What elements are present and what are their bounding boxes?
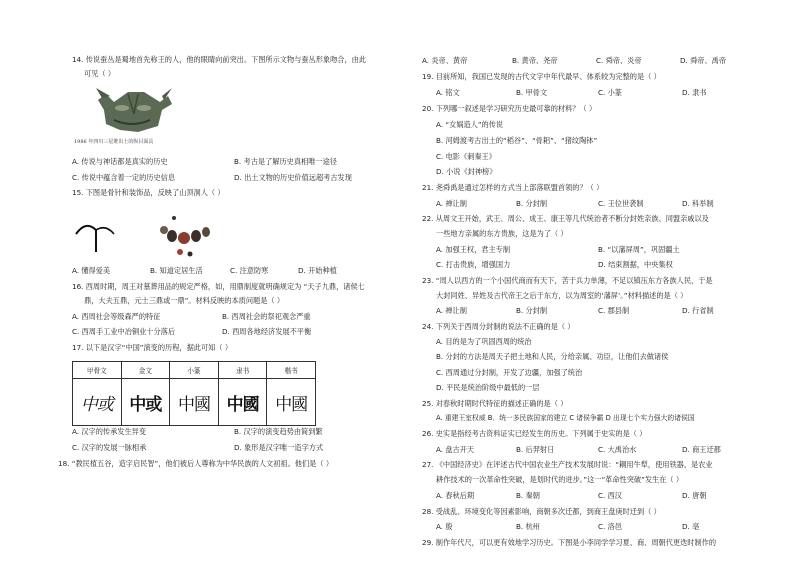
q15-option-b[interactable]: B. 知道定居生活 — [150, 266, 203, 275]
q21-option-b[interactable]: B. 分封制 — [516, 199, 548, 208]
q21-stem: 21. 尧舜禹是通过怎样的方式当上部落联盟首领的？（ ） — [422, 183, 604, 192]
q17-stem: 17. 以下是汉字“中国”演变的历程，据此可知（ ） — [72, 343, 233, 352]
q15-option-d[interactable]: D. 开始种植 — [298, 266, 337, 275]
q18-option-c[interactable]: C. 舜帝、炎帝 — [596, 56, 642, 65]
glyph-bronze: 中或 — [129, 394, 162, 415]
q17-option-a[interactable]: A. 汉字的传承发生异变 — [72, 427, 147, 436]
q16-stem-line2: 鼎，大夫五鼎，元士三鼎或一鼎”。材料反映的本质问题是（ ） — [84, 296, 285, 305]
q18-option-a[interactable]: A. 炎帝、黄帝 — [422, 56, 468, 65]
q25-stem: 25. 对春秋时期时代特征的描述正确的是（ ） — [422, 399, 568, 408]
header-bronze: 金文 — [121, 362, 170, 379]
q18-option-b[interactable]: B. 黄帝、尧帝 — [512, 56, 558, 65]
q28-option-b[interactable]: B. 杭州 — [516, 522, 540, 531]
glyph-clerical: 中國 — [226, 394, 259, 415]
header-oracle: 甲骨文 — [73, 362, 122, 379]
q22-option-c[interactable]: C. 打击贵族，增强国力 — [436, 260, 511, 269]
q19-option-d[interactable]: D. 隶书 — [682, 88, 707, 97]
q24-option-c[interactable]: C. 西周通过分封制，开发了边疆，加强了统治 — [436, 368, 583, 377]
q17-option-c[interactable]: C. 汉字的发展一脉相承 — [72, 443, 147, 452]
glyph-seal: 中國 — [177, 394, 210, 415]
q15-option-c[interactable]: C. 注意防寒 — [230, 266, 269, 275]
q26-option-b[interactable]: B. 后羿射日 — [516, 445, 555, 454]
q14-option-b[interactable]: B. 考古是了解历史真相唯一途径 — [234, 157, 337, 166]
header-seal: 小篆 — [170, 362, 219, 379]
script-evolution-table — [72, 361, 316, 426]
q14-stem-line2: 可见（ ） — [84, 69, 116, 78]
glyph-oracle: 中或 — [80, 394, 113, 415]
q18-option-d[interactable]: D. 舜帝、禹帝 — [680, 56, 727, 65]
q14-option-c[interactable]: C. 传说中蕴含着一定的历史信息 — [72, 173, 176, 182]
q23-stem-line2: 大封同姓、异姓及古代帝王之后于东方，以为周室的‘藩屏’。”材料描述的是（ ） — [436, 291, 688, 300]
q16-stem-line1: 16. 西周时期，周王对墓葬用品的规定严格，如，用鼎制度就明确规定为 “天子九鼎，诸侯七 — [72, 282, 365, 291]
q25-options[interactable]: A. 重建王室权威 B．统一多民族国家的建立 C 诸侯争霸 D 出现七个实力强大的诸侯国 — [436, 414, 695, 422]
q21-option-c[interactable]: C. 王位世袭制 — [598, 199, 644, 208]
q17-option-d[interactable]: D. 象形是汉字唯一造字方式 — [234, 443, 324, 452]
q19-option-c[interactable]: C. 小篆 — [598, 88, 622, 97]
q26-option-d[interactable]: D. 商王迁都 — [682, 445, 721, 454]
q24-option-b[interactable]: B. 分封的方法是周天子把土地和人民，分给亲属、功臣，让他们去做诸侯 — [436, 352, 669, 361]
q28-option-a[interactable]: A. 殷 — [436, 522, 453, 531]
q27-stem-line2: 耕作技术的一次革命性突破，是划时代的进步。”这一“革命性突破”发生在（ ） — [436, 475, 684, 484]
q28-stem: 28. 受战乱、环境变化等因素影响，商朝多次迁都，到商王盘庚时迁到（ ） — [422, 507, 661, 516]
q22-stem-line1: 22. 从周文王开始，武王、周公、成王、康王等几代统治者不断分封姓亲族、同盟亲戚以及 — [422, 214, 709, 223]
q23-option-b[interactable]: B. 分封制 — [516, 306, 548, 315]
q20-option-b[interactable]: B. 河姆渡考古出土的“稻谷”、“骨耜”、“猪纹陶钵” — [436, 136, 598, 145]
q27-stem-line1: 27. 《中国经济史》在评述古代中国农业生产技术发展时说：“耦用牛犁，使用铁器，是农业 — [422, 460, 713, 469]
q29-stem: 29. 制作年代尺，可以更有效地学习历史。下图是小李同学学习夏、商、周朝代更迭时制作的 — [422, 538, 717, 547]
q19-option-a[interactable]: A. 铭文 — [436, 88, 460, 97]
q22-option-b[interactable]: B. “以藩屏周”，巩固疆土 — [598, 245, 680, 254]
q16-option-c[interactable]: C. 西周手工业中冶铜业十分落后 — [72, 327, 176, 336]
q26-option-a[interactable]: A. 盘古开天 — [436, 445, 475, 454]
q23-option-c[interactable]: C. 郡县制 — [598, 306, 630, 315]
q20-option-a[interactable]: A. “女娲造人”的传说 — [436, 120, 504, 129]
q26-option-c[interactable]: C. 大禹治水 — [598, 445, 637, 454]
q23-option-d[interactable]: D. 行省制 — [682, 306, 714, 315]
q20-option-d[interactable]: D. 小说《封神榜》 — [436, 167, 497, 176]
q16-option-a[interactable]: A. 西周社会等级森严的特征 — [72, 312, 161, 321]
bronze-mask-image — [92, 84, 174, 136]
q14-option-a[interactable]: A. 传说与神话都是真实的历史 — [72, 157, 168, 166]
q19-option-b[interactable]: B. 甲骨文 — [516, 88, 548, 97]
q14-image-caption: 1986 年四川三星堆出土的纵目面具 — [74, 139, 154, 145]
q27-option-c[interactable]: C. 西汉 — [598, 491, 622, 500]
q23-option-a[interactable]: A. 禅让制 — [436, 306, 467, 315]
q24-option-a[interactable]: A. 目的是为了巩固西周的统治 — [436, 337, 532, 346]
q16-option-d[interactable]: D. 西周各地经济发展不平衡 — [222, 327, 312, 336]
bone-needle-image — [74, 212, 118, 258]
header-clerical: 隶书 — [218, 362, 267, 379]
q24-option-d[interactable]: D. 平民是统治阶级中最低的一层 — [436, 383, 540, 392]
q22-option-a[interactable]: A. 加强王权，君主专制 — [436, 245, 511, 254]
ornaments-image — [150, 208, 220, 260]
q18-stem: 18. “教民植五谷，造字启民智”，他们被后人尊称为中华民族的人文初祖。他们是（ ） — [58, 459, 334, 468]
q20-option-c[interactable]: C. 电影《刺秦王》 — [436, 152, 496, 161]
q22-stem-line2: 一些地方亲属的东方贵族，这是为了（ ） — [436, 229, 568, 238]
q14-option-d[interactable]: D. 出土文物的历史价值远超考古发现 — [234, 173, 352, 182]
q26-stem: 26. 史实是指经考古资料证实已经发生的历史。下列属于史实的是（ ） — [422, 429, 647, 438]
header-regular: 楷书 — [267, 362, 316, 379]
q27-option-d[interactable]: D. 唐朝 — [682, 491, 707, 500]
q17-option-b[interactable]: B. 汉字的演变趋势由简到繁 — [234, 427, 323, 436]
q15-stem: 15. 下图是骨针和装饰品，反映了山顶洞人（ ） — [72, 188, 225, 197]
q21-option-d[interactable]: D. 科举制 — [682, 199, 714, 208]
q27-option-b[interactable]: B. 秦朝 — [516, 491, 540, 500]
q19-stem: 19. 目前所知，我国已发现的古代文字中年代最早、体系较为完整的是（ ） — [422, 72, 661, 81]
q22-option-d[interactable]: D. 结束割据，中央集权 — [598, 260, 673, 269]
q15-option-a[interactable]: A. 懂得爱美 — [72, 266, 111, 275]
q16-option-b[interactable]: B. 西周社会的祭祀观念严重 — [222, 312, 311, 321]
q14-stem-line1: 14. 传说蚕丛是蜀地首先称王的人，他的眼睛向前突出。下图所示文物与蚕丛形象吻合，由此 — [72, 55, 367, 64]
q27-option-a[interactable]: A. 春秋后期 — [436, 491, 475, 500]
q24-stem: 24. 下列关于西周分封制的说法不正确的是（ ） — [422, 322, 575, 331]
glyph-regular: 中國 — [275, 394, 308, 415]
q23-stem-line1: 23. “周人以西方的一个小国代商而有天下，苦于兵力单薄，不足以镇压东方各族人民，于是 — [422, 276, 713, 285]
q21-option-a[interactable]: A. 禅让制 — [436, 199, 467, 208]
q28-option-c[interactable]: C. 洛邑 — [598, 522, 622, 531]
q20-stem: 20. 下列哪一叙述是学习研究历史最可靠的材料？（ ） — [422, 104, 597, 113]
q28-option-d[interactable]: D. 亳 — [682, 522, 700, 531]
